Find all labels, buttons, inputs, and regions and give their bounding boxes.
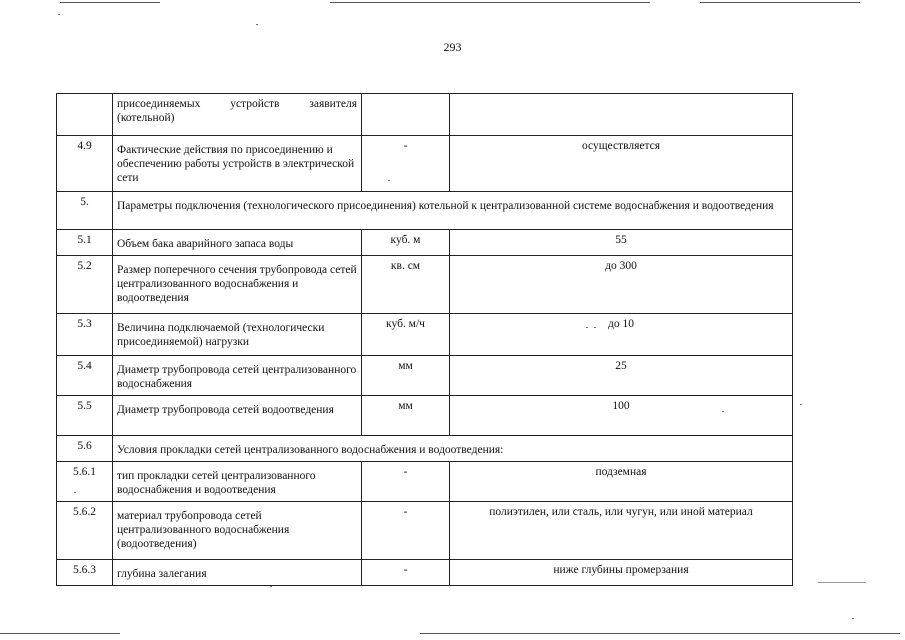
row-number-cell: 5.2 [57, 256, 113, 314]
row-description-cell: Диаметр трубопровода сетей централизованного водоснабжения [113, 356, 362, 396]
scan-speck [74, 492, 76, 493]
table-row [57, 560, 793, 586]
row-unit-cell: - [362, 136, 450, 192]
row-unit-cell: - [362, 502, 450, 560]
row-number-cell: 5.6.3 [57, 560, 113, 586]
table-row [57, 314, 793, 356]
scan-speck [388, 180, 390, 181]
row-description-cell: Размер поперечного сечения трубопровода сетей централизованного водоснабжения и водоотведения [113, 256, 362, 314]
row-description-line: (котельной) [117, 112, 175, 124]
page-number: 293 [443, 40, 462, 54]
row-value-cell: 25 [450, 356, 793, 396]
scan-speck [270, 586, 272, 587]
row-description-cell: Фактические действия по присоединению и обеспечению работы устройств в электрической сети [113, 136, 362, 192]
row-value-cell: 100 [450, 396, 793, 436]
row-value-cell: осуществляется [450, 136, 793, 192]
row-value-cell: до 300 [450, 256, 793, 314]
scan-speck [256, 24, 258, 25]
section-title-cell: Условия прокладки сетей централизованного водоснабжения и водоотведения: [113, 436, 793, 462]
row-number-cell: 5.3 [57, 314, 113, 356]
row-value-cell: полиэтилен, или сталь, или чугун, или иной материал [450, 502, 793, 560]
row-description-cell: глубина залегания [113, 560, 362, 586]
row-description-cell: Объем бака аварийного запаса воды [113, 230, 362, 256]
table-row [57, 502, 793, 560]
scan-bottom-edge-line [420, 633, 900, 634]
row-value-cell: 55 [450, 230, 793, 256]
row-number-cell: 5.6.2 [57, 502, 113, 560]
row-number-cell: 5.4 [57, 356, 113, 396]
section-title-cell: Параметры подключения (технологического присоединения) котельной к централизованной системе водоснабжения и водоотведения [113, 192, 793, 230]
table-row [57, 396, 793, 436]
table-section-row [57, 192, 793, 230]
row-unit-cell [362, 94, 450, 136]
row-description-cell: материал трубопровода сетей централизованного водоснабжения (водоотведения) [113, 502, 362, 560]
row-value-cell: до 10 [450, 314, 793, 356]
row-number-cell [57, 94, 113, 136]
row-number-cell: 5.1 [57, 230, 113, 256]
table-row [57, 356, 793, 396]
row-description-cell [113, 94, 362, 136]
table-row [57, 230, 793, 256]
scan-speck [58, 14, 60, 15]
row-unit-cell: куб. м [362, 230, 450, 256]
row-unit-cell: кв. см [362, 256, 450, 314]
row-description-line: присоединяемых устройств заявителя [117, 98, 357, 110]
row-number-cell: 5. [57, 192, 113, 230]
scan-speck [852, 618, 854, 619]
scan-speck [800, 404, 802, 405]
table-row [57, 256, 793, 314]
row-description-cell: Диаметр трубопровода сетей водоотведения [113, 396, 362, 436]
table-section-row [57, 436, 793, 462]
row-unit-cell: мм [362, 356, 450, 396]
row-number-cell: 4.9 [57, 136, 113, 192]
row-number-cell: 5.5 [57, 396, 113, 436]
row-description-cell: тип прокладки сетей централизованного водоснабжения и водоотведения [113, 462, 362, 502]
row-number-cell: 5.6.1 [57, 462, 113, 502]
row-number-cell: 5.6 [57, 436, 113, 462]
scan-top-edge-line [330, 2, 650, 3]
row-unit-cell: - [362, 560, 450, 586]
scan-speck [594, 327, 596, 328]
scan-right-edge-line [818, 582, 866, 583]
scan-speck [586, 327, 588, 328]
row-unit-cell: куб. м/ч [362, 314, 450, 356]
row-unit-cell: - [362, 462, 450, 502]
table-row [57, 462, 793, 502]
specification-table [56, 93, 793, 586]
row-unit-cell: мм [362, 396, 450, 436]
table-row [57, 136, 793, 192]
scan-top-edge-line [60, 2, 160, 3]
table-row [57, 94, 793, 136]
scan-top-edge-line [700, 2, 860, 3]
row-value-cell: ниже глубины промерзания [450, 560, 793, 586]
row-description-cell: Величина подключаемой (технологически присоединяемой) нагрузки [113, 314, 362, 356]
row-value-cell: подземная [450, 462, 793, 502]
row-value-cell [450, 94, 793, 136]
scan-speck [722, 411, 724, 412]
scan-bottom-edge-line [0, 633, 120, 634]
